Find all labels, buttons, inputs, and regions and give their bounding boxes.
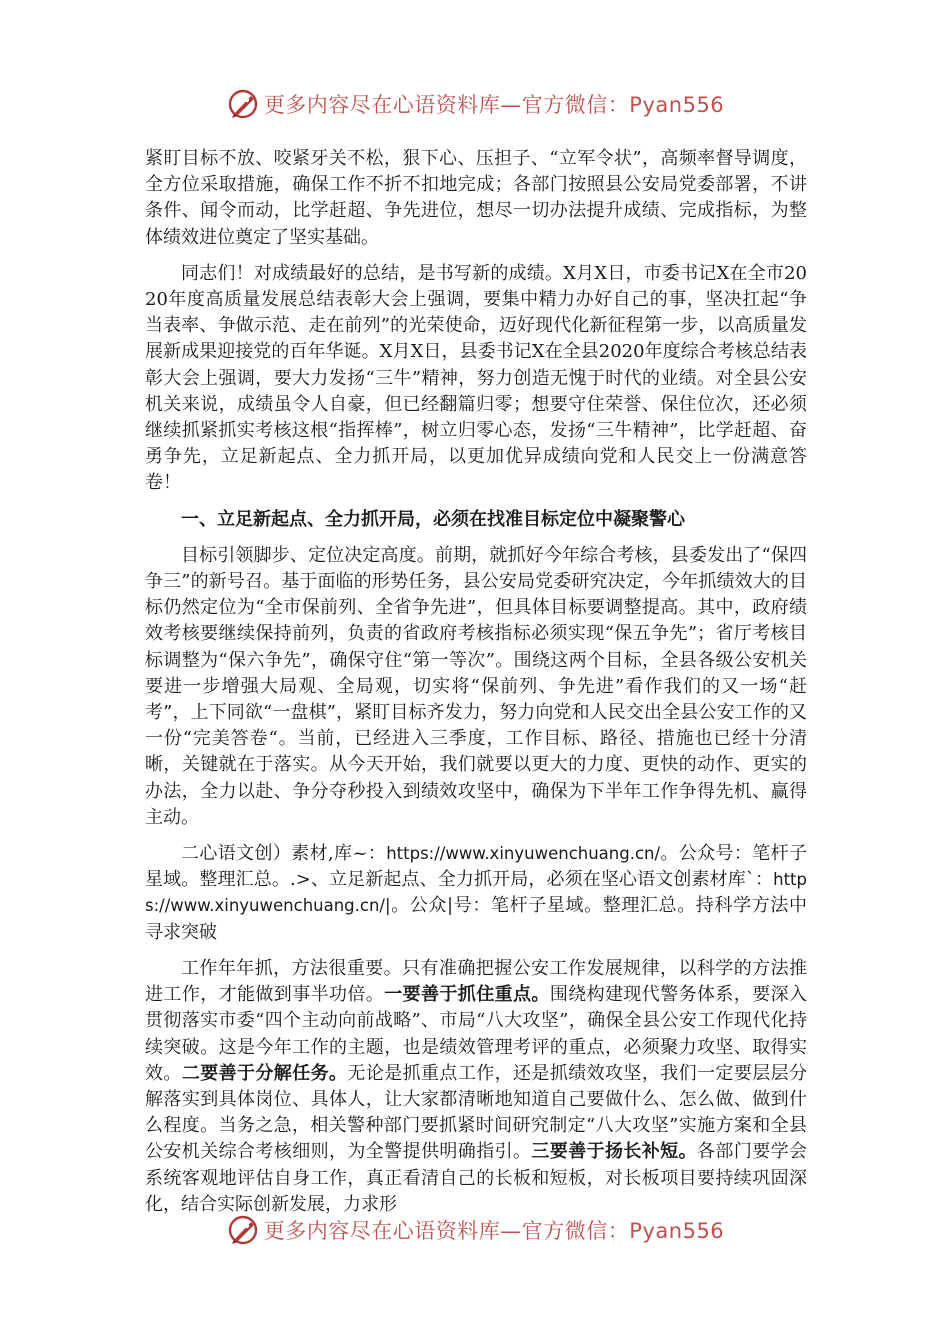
website-link-1[interactable]: https://www.xinyuwenchuang.cn/: [386, 844, 661, 864]
p4-text-a: 二心语文创）素材,库~：: [181, 843, 387, 865]
p5-text-a: 工作年年抓，方法很重要。只有准确把握公安工作发展规律，以科学的方法推进工作，才能做到事半功倍。: [145, 957, 807, 1006]
paragraph-3: 目标引领脚步、定位决定高度。前期，就抓好今年综合考核，县委发出了“保四争三”的新号召。基于面临的形势任务，县公安局党委研究决定，今年抓绩效大的目标仍然定位为“全市保前列、全省争先进”，但具体目标要调整提高。其中，政府绩效考核要继续保持前列，负责的省政府考核指标必须实现“保五争先”；省厅考核目标调整为“保六争先”，确保守住“第一等次”。围绕这两个目标，全县各级公安机关要进一步增强大局观、全局观，切实将“保前列、争先进”看作我们的又一场“赶考”，上下同欲“一盘棋”，紧盯目标齐发力，努力向党和人民交出全县公安工作的又一份“完美答卷“。当前，已经进入三季度，工作目标、路径、措施也已经十分清晰，关键就在于落实。从今天开始，我们就要以更大的力度、更快的动作、更实的办法，全力以赴、争分夺秒投入到绩效攻坚中，确保为下半年工作争得先机、赢得主动。: [145, 544, 807, 828]
banner-text: 更多内容尽在心语资料库—官方微信：Pyan556: [263, 93, 725, 117]
paragraph-1: 紧盯目标不放、咬紧牙关不松，狠下心、压担子、“立军令状”，高频率督导调度，全方位采取措施，确保工作不折不扣地完成；各部门按照县公安局党委部署，不讲条件、闻令而动，比学赶超、争先进位，想尽一切办法提升成绩、完成指标，为整体绩效进位奠定了坚实基础。: [145, 148, 807, 248]
p5-bold-1: 一要善于抓住重点。: [384, 984, 550, 1006]
document-body: [145, 146, 807, 1228]
paragraph-5: [145, 956, 807, 1218]
p4-text-b: 。公众号：笔杆子星域。整理汇总。.>、立足新起点、全力抓开局，必须在坚心语文创素材库`：: [145, 843, 807, 891]
paragraph-2: 同志们！对成绩最好的总结，是书写新的成绩。X月X日，市委书记X在全市2020年度高质量发展总结表彰大会上强调，要集中精力办好自己的事，坚决扛起“争当表率、争做示范、走在前列”的光荣使命，迈好现代化新征程第一步，以高质量发展新成果迎接党的百年华诞。X月X日，县委书记X在全县2020年度综合考核总结表彰大会上强调，要大力发扬“三牛”精神，努力创造无愧于时代的业绩。对全县公安机关来说，成绩虽令人自豪，但已经翻篇归零；想要守住荣誉、保住位次，还必须继续抓紧抓实考核这根“指挥棒”，树立归零心态，发扬“三牛精神”，比学赶超、奋勇争先，立足新起点、全力抓开局，以更加优异成绩向党和人民交上一份满意答卷！: [145, 262, 807, 494]
p5-text-c: 围绕构建现代警务体系，要深入贯彻落实市委“四个主动向前战略”、市局“八大攻坚”，确保全县公安工作现代化持续突破。这是今年工作的主题，也是绩效管理考评的重点，必须聚力攻坚、取得实效。: [145, 984, 808, 1084]
p5-text-d: 无论是抓重点工作，还是抓绩效攻坚，我们一定要层层分解落实到具体岗位、具体人，让大家都清晰地知道自己要做什么、怎么做、做到什么程度。当务之急，相关警种部门要抓紧时间研究制定“八大攻坚”实施方案和全县公安机关综合考核细则，为全警提供明确指引。: [145, 1062, 808, 1163]
pen-circle-logo-icon: [226, 87, 260, 121]
p5-bold-2: 二要善于分解任务。: [181, 1062, 348, 1084]
footer-banner: [0, 1208, 950, 1252]
section-heading-1: 一、立足新起点、全力抓开局，必须在找准目标定位中凝聚警心: [181, 508, 685, 530]
p5-text-e: 各部门要学会系统客观地评估自身工作，真正看清自己的长板和短板，对长板项目要持续巩固深化，结合实际创新发展，力求形: [145, 1141, 808, 1215]
header-banner: [0, 82, 950, 126]
banner-text: 更多内容尽在心语资料库—官方微信：Pyan556: [263, 1219, 725, 1243]
p5-bold-3: 三要善于扬长补短。: [531, 1141, 698, 1163]
pen-circle-logo-icon: [226, 1213, 260, 1247]
p4-text-c: 。公众|号：笔杆子星域。整理汇总。持科学方法中寻求突破: [145, 895, 807, 943]
paragraph-4: [145, 841, 807, 946]
website-link-2[interactable]: https://www.xinyuwenchuang.cn/|: [145, 870, 807, 916]
